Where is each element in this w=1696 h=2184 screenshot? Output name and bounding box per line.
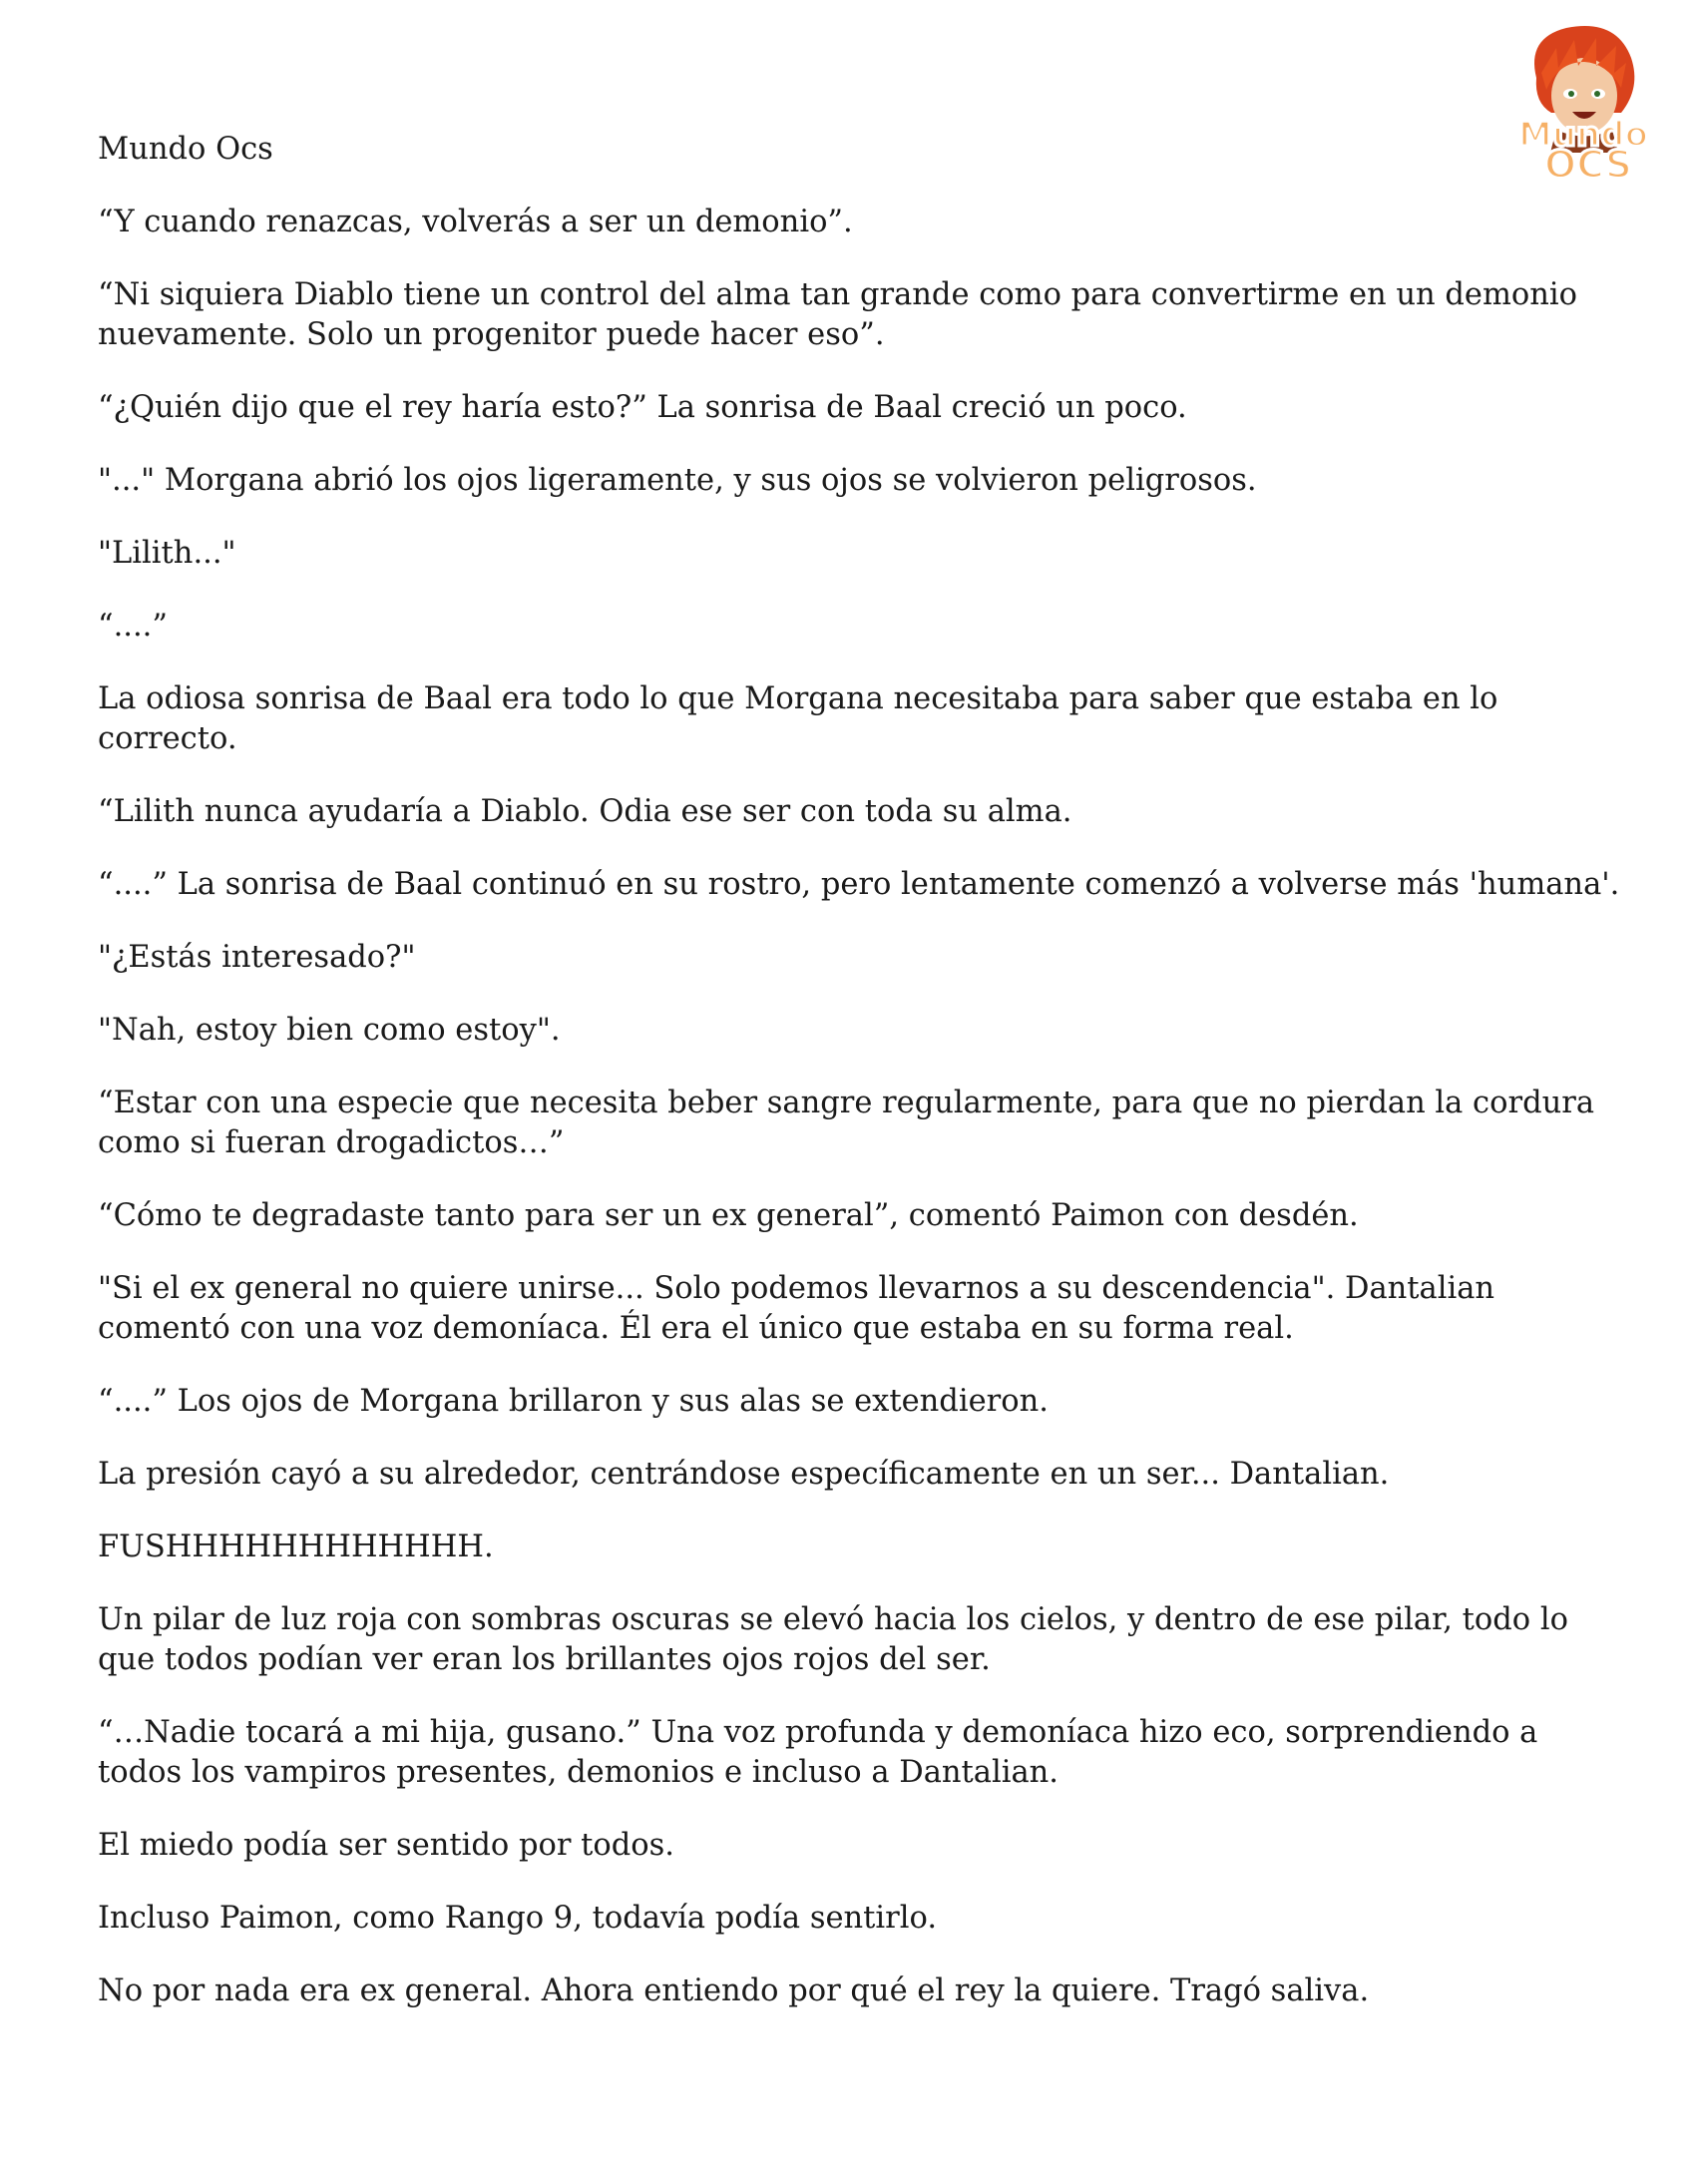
paragraph: “Ni siquiera Diablo tiene un control del alma tan grande como para convertirme en un demonio nuevamente. Solo un progenitor puede hacer eso”. <box>98 277 1577 352</box>
paragraph: Incluso Paimon, como Rango 9, todavía podía sentirlo. <box>98 1901 938 1936</box>
paragraph: “Estar con una especie que necesita beber sangre regularmente, para que no pierdan la cordura como si fueran drogadictos…” <box>98 1086 1595 1160</box>
paragraph: “Y cuando renazcas, volverás a ser un demonio”. <box>98 205 853 239</box>
paragraph: El miedo podía ser sentido por todos. <box>98 1828 674 1863</box>
paragraph: “....” <box>98 609 168 644</box>
paragraph: Un pilar de luz roja con sombras oscuras se elevó hacia los cielos, y dentro de ese pilar, todo lo que todos podían ver eran los brillantes ojos rojos del ser. <box>98 1602 1568 1677</box>
paragraph: La presión cayó a su alrededor, centrándose específicamente en un ser... Dantalian. <box>98 1457 1390 1492</box>
paragraph: "¿Estás interesado?" <box>98 940 416 975</box>
logo-text-mundo: Mundo <box>1518 115 1648 155</box>
document-header: Mundo Ocs <box>98 132 273 167</box>
paragraph: FUSHHHHHHHHHHHH. <box>98 1529 494 1564</box>
paragraph: “Cómo te degradaste tanto para ser un ex general”, comentó Paimon con desdén. <box>98 1198 1359 1233</box>
paragraph: No por nada era ex general. Ahora entiendo por qué el rey la quiere. Tragó saliva. <box>98 1973 1370 2008</box>
logo-text-ocs: OCS <box>1543 143 1633 187</box>
paragraph: "Si el ex general no quiere unirse... Solo podemos llevarnos a su descendencia". Dantalian comentó con una voz demoníaca. Él era el único que estaba en su forma real. <box>98 1271 1495 1346</box>
paragraph: "..." Morgana abrió los ojos ligeramente, y sus ojos se volvieron peligrosos. <box>98 463 1257 498</box>
paragraph: La odiosa sonrisa de Baal era todo lo que Morgana necesitaba para saber que estaba en lo correcto. <box>98 681 1498 756</box>
paragraph: “....” La sonrisa de Baal continuó en su rostro, pero lentamente comenzó a volverse más 'humana'. <box>98 867 1620 902</box>
paragraph: “¿Quién dijo que el rey haría esto?” La sonrisa de Baal creció un poco. <box>98 390 1187 425</box>
paragraph: “....” Los ojos de Morgana brillaron y sus alas se extendieron. <box>98 1384 1049 1419</box>
logo-pupil-left <box>1568 91 1574 97</box>
paragraph: “Lilith nunca ayudaría a Diablo. Odia ese ser con toda su alma. <box>98 794 1072 829</box>
paragraph: "Nah, estoy bien como estoy". <box>98 1013 561 1048</box>
paragraph-list <box>98 203 1624 2011</box>
document-body <box>98 130 1624 2044</box>
paragraph: "Lilith..." <box>98 536 236 571</box>
logo-pupil-right <box>1594 91 1600 97</box>
paragraph: “…Nadie tocará a mi hija, gusano.” Una voz profunda y demoníaca hizo eco, sorprendiendo a todos los vampiros presentes, demonios e incluso a Dantalian. <box>98 1715 1538 1790</box>
